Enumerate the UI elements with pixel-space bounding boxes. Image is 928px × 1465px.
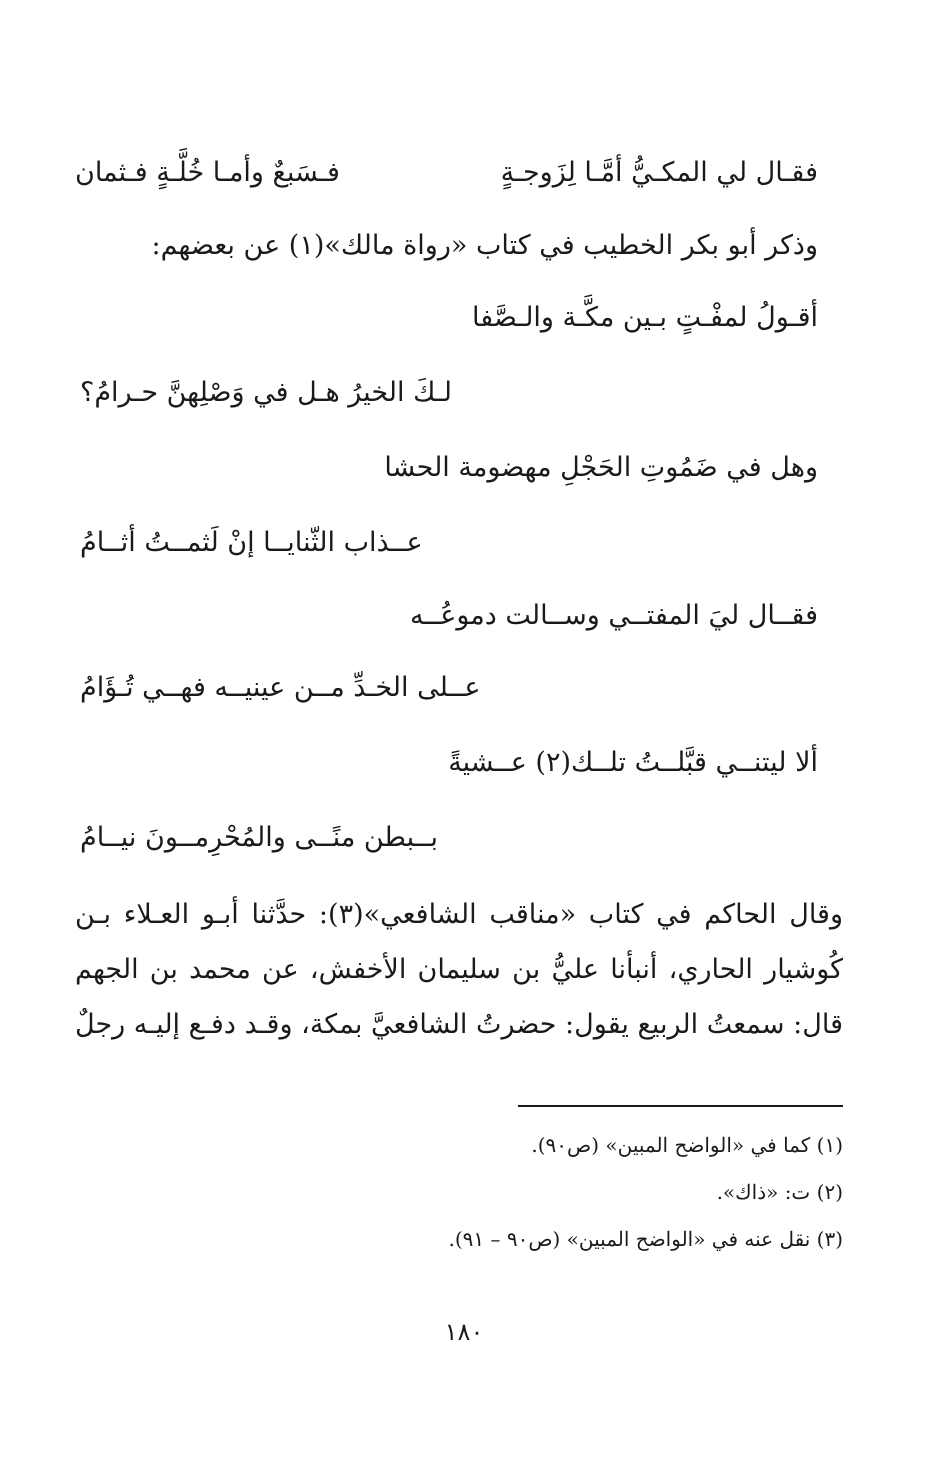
footnote-3: (٣) نقل عنه في «الواضح المبين» (ص٩٠ – ٩١). [448,1227,843,1251]
verse-2-second-hemistich: لـكَ الخيرُ هـل في وَصْلِهنَّ حـرامُ؟ [80,377,452,408]
verse-3-first-hemistich: وهل في ضَمُوتِ الحَجْلِ مهضومة الحشا [384,452,818,483]
paragraph-2-line-3: قال: سمعتُ الربيع يقول: حضرتُ الشافعيَّ بمكة، وقـد دفـع إليـه رجلٌ [75,1009,843,1040]
verse-3-second-hemistich: عــذاب الثّنايــا إنْ لَثمــتُ أثــامُ [80,527,423,558]
paragraph-intro-line: وذكر أبو بكر الخطيب في كتاب «رواة مالك»(١) عن بعضهم: [151,230,818,261]
footnote-1: (١) كما في «الواضح المبين» (ص٩٠). [531,1133,843,1157]
verse-5-second-hemistich: بــبطن منًــى والمُحْرِمــونَ نيــامُ [80,822,439,853]
verse-1-first-hemistich: فقـال لي المكـيُّ أمَّـا لِزَوجـةٍ [500,157,818,188]
verse-1-second-hemistich: فـسَبعٌ وأمـا خُلَّـةٍ فـثمان [75,157,340,188]
footnote-2: (٢) ت: «ذاك». [716,1180,843,1204]
page-number: ١٨٠ [444,1318,484,1346]
verse-4-second-hemistich: عــلى الخـدِّ مــن عينيــه فهــي تُـؤَامُ [80,672,481,703]
verse-2-first-hemistich: أقـولُ لمفْـتٍ بـين مكَّـة والـصَّفا [472,302,818,333]
verse-5-first-hemistich: ألا ليتنــي قبَّلــتُ تلــك(٢) عــشيةً [448,747,818,778]
paragraph-2-line-2: كُوشيار الحاري، أنبأنا عليُّ بن سليمان الأخفش، عن محمد بن الجهم [75,954,843,985]
paragraph-2-line-1: وقال الحاكم في كتاب «مناقب الشافعي»(٣): حدَّثنا أبـو العـلاء بـن [75,899,843,930]
footnote-separator [518,1105,843,1107]
verse-4-first-hemistich: فقــال ليَ المفتــي وســالت دموعُــه [409,600,818,631]
